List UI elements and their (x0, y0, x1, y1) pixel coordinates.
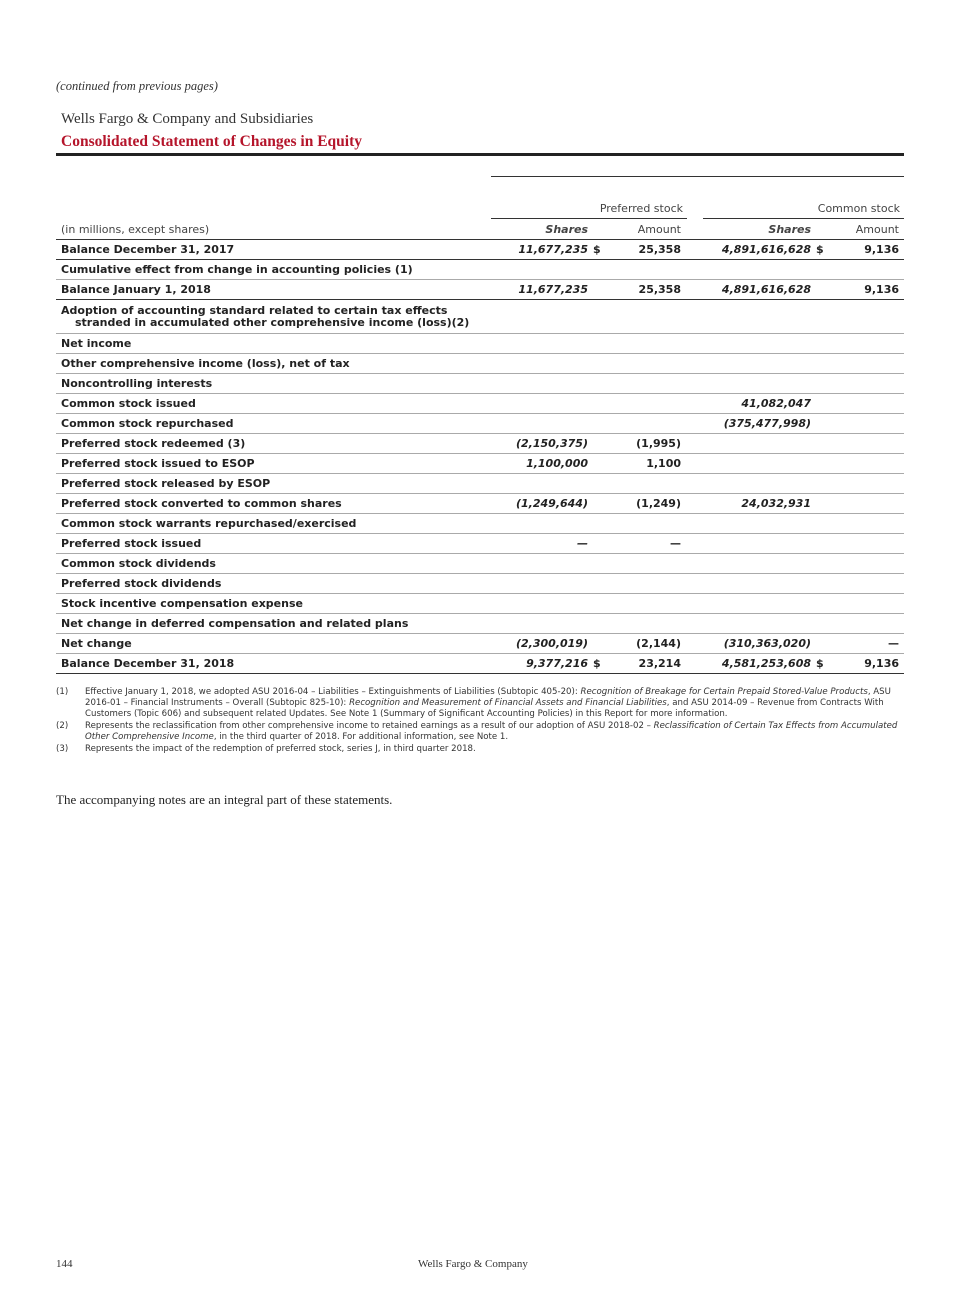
preferred-shares-cell (491, 374, 593, 394)
common-amount-cell (830, 494, 904, 514)
row-label: Net income (56, 334, 491, 354)
preferred-dollar-cell (593, 454, 607, 474)
preferred-dollar-cell (593, 414, 607, 434)
common-amount-cell (830, 594, 904, 614)
row-label: Net change (56, 634, 491, 654)
header-preferred-amount: Amount (607, 221, 686, 240)
preferred-amount-cell (607, 614, 686, 634)
common-shares-cell: 41,082,047 (706, 394, 816, 414)
row-label: Preferred stock issued (56, 534, 491, 554)
table-row (56, 614, 904, 634)
preferred-dollar-cell (593, 394, 607, 414)
table-row (56, 280, 904, 300)
table-row (56, 634, 904, 654)
footnote-text: Effective January 1, 2018, we adopted ASU 2016-04 – Liabilities – Extinguishments of Liabilities (Subtopic 405-20): Recognition of Breakage for Certain Prepaid Stored-Value Products, ASU 2016-01 – Financial Instruments – Overall (Subtopic 825-10): Recognition and Measurement of Financial Assets and Financial Liabilities, and ASU 2014-09 – Revenue from Contracts With Customers (Topic 606) and subsequent related Updates. See Note 1 (Summary of Significant Accounting Policies) in this Report for more information. (85, 687, 891, 719)
preferred-shares-cell (491, 414, 593, 434)
common-shares-cell (706, 594, 816, 614)
preferred-dollar-cell (593, 634, 607, 654)
common-amount-cell (830, 614, 904, 634)
preferred-amount-cell: (1,249) (607, 494, 686, 514)
preferred-amount-cell (607, 374, 686, 394)
row-label: Common stock issued (56, 394, 491, 414)
common-amount-cell (830, 260, 904, 280)
preferred-shares-cell: 9,377,216 (491, 654, 593, 674)
table-row (56, 260, 904, 280)
row-label: Net change in deferred compensation and related plans (56, 614, 491, 634)
common-dollar-cell (816, 634, 830, 654)
continued-note: (continued from previous pages) (56, 79, 218, 93)
table-row (56, 414, 904, 434)
common-amount-cell (830, 474, 904, 494)
preferred-shares-cell (491, 260, 593, 280)
preferred-dollar-cell (593, 260, 607, 280)
preferred-amount-cell: (1,995) (607, 434, 686, 454)
preferred-amount-cell: 1,100 (607, 454, 686, 474)
common-shares-cell: (375,477,998) (706, 414, 816, 434)
common-dollar-cell (816, 514, 830, 534)
row-label: Stock incentive compensation expense (56, 594, 491, 614)
preferred-shares-cell (491, 474, 593, 494)
preferred-shares-cell (491, 574, 593, 594)
equity-table (56, 221, 904, 674)
common-amount-cell (830, 334, 904, 354)
preferred-amount-cell: — (607, 534, 686, 554)
preferred-amount-cell (607, 260, 686, 280)
table-row (56, 394, 904, 414)
table-row (56, 654, 904, 674)
preferred-dollar-cell (593, 494, 607, 514)
common-dollar-cell (816, 334, 830, 354)
preferred-dollar-cell (593, 354, 607, 374)
common-amount-cell: — (830, 634, 904, 654)
footnote-text: Represents the impact of the redemption of preferred stock, series J, in third quarter 2018. (85, 744, 476, 754)
common-group-rule (703, 218, 904, 219)
common-amount-cell (830, 354, 904, 374)
statement-title: Consolidated Statement of Changes in Equity (61, 133, 362, 150)
table-row (56, 514, 904, 534)
preferred-shares-cell (491, 614, 593, 634)
common-dollar-cell (816, 494, 830, 514)
common-shares-cell (706, 354, 816, 374)
preferred-stock-group-header: Preferred stock (599, 202, 683, 215)
preferred-amount-cell (607, 300, 686, 334)
common-shares-cell (706, 434, 816, 454)
header-preferred-shares: Shares (491, 221, 593, 240)
common-amount-cell (830, 414, 904, 434)
common-amount-cell: 9,136 (830, 280, 904, 300)
common-amount-cell (830, 300, 904, 334)
preferred-amount-cell (607, 394, 686, 414)
preferred-amount-cell (607, 554, 686, 574)
footnotes (56, 687, 904, 756)
preferred-dollar-cell (593, 280, 607, 300)
title-rule (56, 153, 904, 156)
common-shares-cell (706, 334, 816, 354)
table-row (56, 474, 904, 494)
row-label: Common stock repurchased (56, 414, 491, 434)
preferred-dollar-cell (593, 554, 607, 574)
common-stock-group-header: Common stock (817, 202, 900, 215)
row-label: Common stock warrants repurchased/exercised (56, 514, 491, 534)
common-shares-cell (706, 534, 816, 554)
common-shares-cell: (310,363,020) (706, 634, 816, 654)
common-dollar-cell (816, 454, 830, 474)
preferred-group-rule (491, 218, 687, 219)
common-dollar-cell (816, 260, 830, 280)
footnote-text: Represents the reclassification from other comprehensive income to retained earnings as a result of our adoption of ASU 2018-02 – Reclassification of Certain Tax Effects from Accumulated Other Comprehensive Income, in the third quarter of 2018. For additional information, see Note 1. (85, 721, 898, 742)
closing-note: The accompanying notes are an integral part of these statements. (56, 792, 393, 807)
common-amount-cell (830, 534, 904, 554)
preferred-amount-cell (607, 594, 686, 614)
common-dollar-cell (816, 614, 830, 634)
common-dollar-cell (816, 574, 830, 594)
common-dollar-cell (816, 280, 830, 300)
footnote-number: (1) (56, 687, 69, 697)
header-label: (in millions, except shares) (56, 221, 491, 240)
preferred-shares-cell: — (491, 534, 593, 554)
common-dollar-cell (816, 394, 830, 414)
common-amount-cell (830, 374, 904, 394)
preferred-amount-cell (607, 334, 686, 354)
table-row (56, 374, 904, 394)
preferred-amount-cell: 25,358 (607, 240, 686, 260)
common-shares-cell (706, 454, 816, 474)
table-row (56, 574, 904, 594)
common-dollar-cell (816, 534, 830, 554)
preferred-shares-cell: (1,249,644) (491, 494, 593, 514)
common-shares-cell: 24,032,931 (706, 494, 816, 514)
preferred-dollar-cell (593, 514, 607, 534)
common-dollar-cell: $ (816, 654, 830, 674)
table-row (56, 434, 904, 454)
common-shares-cell: 4,891,616,628 (706, 240, 816, 260)
row-label: Preferred stock released by ESOP (56, 474, 491, 494)
footnote (56, 744, 904, 755)
preferred-dollar-cell: $ (593, 654, 607, 674)
common-amount-cell (830, 514, 904, 534)
common-amount-cell: 9,136 (830, 654, 904, 674)
common-dollar-cell: $ (816, 240, 830, 260)
common-amount-cell (830, 454, 904, 474)
common-shares-cell: 4,581,253,608 (706, 654, 816, 674)
preferred-dollar-cell (593, 300, 607, 334)
common-dollar-cell (816, 434, 830, 454)
common-dollar-cell (816, 414, 830, 434)
table-row (56, 300, 904, 334)
page-number: 144 (56, 1258, 73, 1270)
header-common-shares: Shares (706, 221, 816, 240)
row-label: Preferred stock dividends (56, 574, 491, 594)
common-shares-cell (706, 260, 816, 280)
preferred-amount-cell: (2,144) (607, 634, 686, 654)
preferred-amount-cell (607, 574, 686, 594)
preferred-shares-cell: (2,300,019) (491, 634, 593, 654)
table-row (56, 554, 904, 574)
common-dollar-cell (816, 354, 830, 374)
preferred-shares-cell (491, 514, 593, 534)
preferred-amount-cell (607, 514, 686, 534)
common-shares-cell (706, 514, 816, 534)
row-label: Cumulative effect from change in accounting policies (1) (56, 260, 491, 280)
table-row (56, 594, 904, 614)
common-amount-cell (830, 394, 904, 414)
preferred-shares-cell: (2,150,375) (491, 434, 593, 454)
row-label: Balance December 31, 2018 (56, 654, 491, 674)
footnote (56, 687, 904, 720)
row-label: Preferred stock converted to common shares (56, 494, 491, 514)
preferred-dollar-cell (593, 594, 607, 614)
preferred-amount-cell: 25,358 (607, 280, 686, 300)
table-row (56, 494, 904, 514)
table-row (56, 240, 904, 260)
preferred-shares-cell (491, 554, 593, 574)
preferred-dollar-cell (593, 434, 607, 454)
common-amount-cell (830, 554, 904, 574)
common-shares-cell (706, 474, 816, 494)
preferred-shares-cell (491, 394, 593, 414)
table-row (56, 534, 904, 554)
table-row (56, 334, 904, 354)
row-label: Balance January 1, 2018 (56, 280, 491, 300)
table-row (56, 454, 904, 474)
row-label: Preferred stock issued to ESOP (56, 454, 491, 474)
common-shares-cell (706, 374, 816, 394)
preferred-dollar-cell (593, 614, 607, 634)
preferred-amount-cell (607, 414, 686, 434)
footnote (56, 721, 904, 743)
common-shares-cell (706, 614, 816, 634)
preferred-dollar-cell (593, 474, 607, 494)
row-label: Adoption of accounting standard related to certain tax effects stranded in accumulated other comprehensive income (loss)(2) (56, 300, 491, 334)
column-group-top-rule (491, 176, 904, 177)
preferred-dollar-cell (593, 374, 607, 394)
preferred-amount-cell: 23,214 (607, 654, 686, 674)
footnote-number: (2) (56, 721, 69, 731)
common-dollar-cell (816, 474, 830, 494)
common-dollar-cell (816, 594, 830, 614)
footnote-number: (3) (56, 744, 69, 754)
preferred-amount-cell (607, 474, 686, 494)
common-shares-cell (706, 300, 816, 334)
preferred-amount-cell (607, 354, 686, 374)
table-row (56, 354, 904, 374)
header-common-amount: Amount (830, 221, 904, 240)
preferred-shares-cell (491, 354, 593, 374)
row-label: Preferred stock redeemed (3) (56, 434, 491, 454)
common-shares-cell: 4,891,616,628 (706, 280, 816, 300)
common-amount-cell: 9,136 (830, 240, 904, 260)
row-label: Balance December 31, 2017 (56, 240, 491, 260)
common-dollar-cell (816, 374, 830, 394)
row-label: Other comprehensive income (loss), net of tax (56, 354, 491, 374)
preferred-dollar-cell (593, 534, 607, 554)
preferred-dollar-cell (593, 574, 607, 594)
row-label: Common stock dividends (56, 554, 491, 574)
common-dollar-cell (816, 554, 830, 574)
company-name: Wells Fargo & Company and Subsidiaries (61, 111, 314, 127)
preferred-shares-cell: 1,100,000 (491, 454, 593, 474)
row-label: Noncontrolling interests (56, 374, 491, 394)
common-amount-cell (830, 574, 904, 594)
preferred-dollar-cell: $ (593, 240, 607, 260)
preferred-shares-cell (491, 334, 593, 354)
preferred-shares-cell: 11,677,235 (491, 240, 593, 260)
preferred-shares-cell: 11,677,235 (491, 280, 593, 300)
preferred-shares-cell (491, 594, 593, 614)
common-shares-cell (706, 574, 816, 594)
preferred-shares-cell (491, 300, 593, 334)
common-dollar-cell (816, 300, 830, 334)
preferred-dollar-cell (593, 334, 607, 354)
table-header-row (56, 221, 904, 240)
footer-company: Wells Fargo & Company (418, 1258, 528, 1270)
common-amount-cell (830, 434, 904, 454)
common-shares-cell (706, 554, 816, 574)
